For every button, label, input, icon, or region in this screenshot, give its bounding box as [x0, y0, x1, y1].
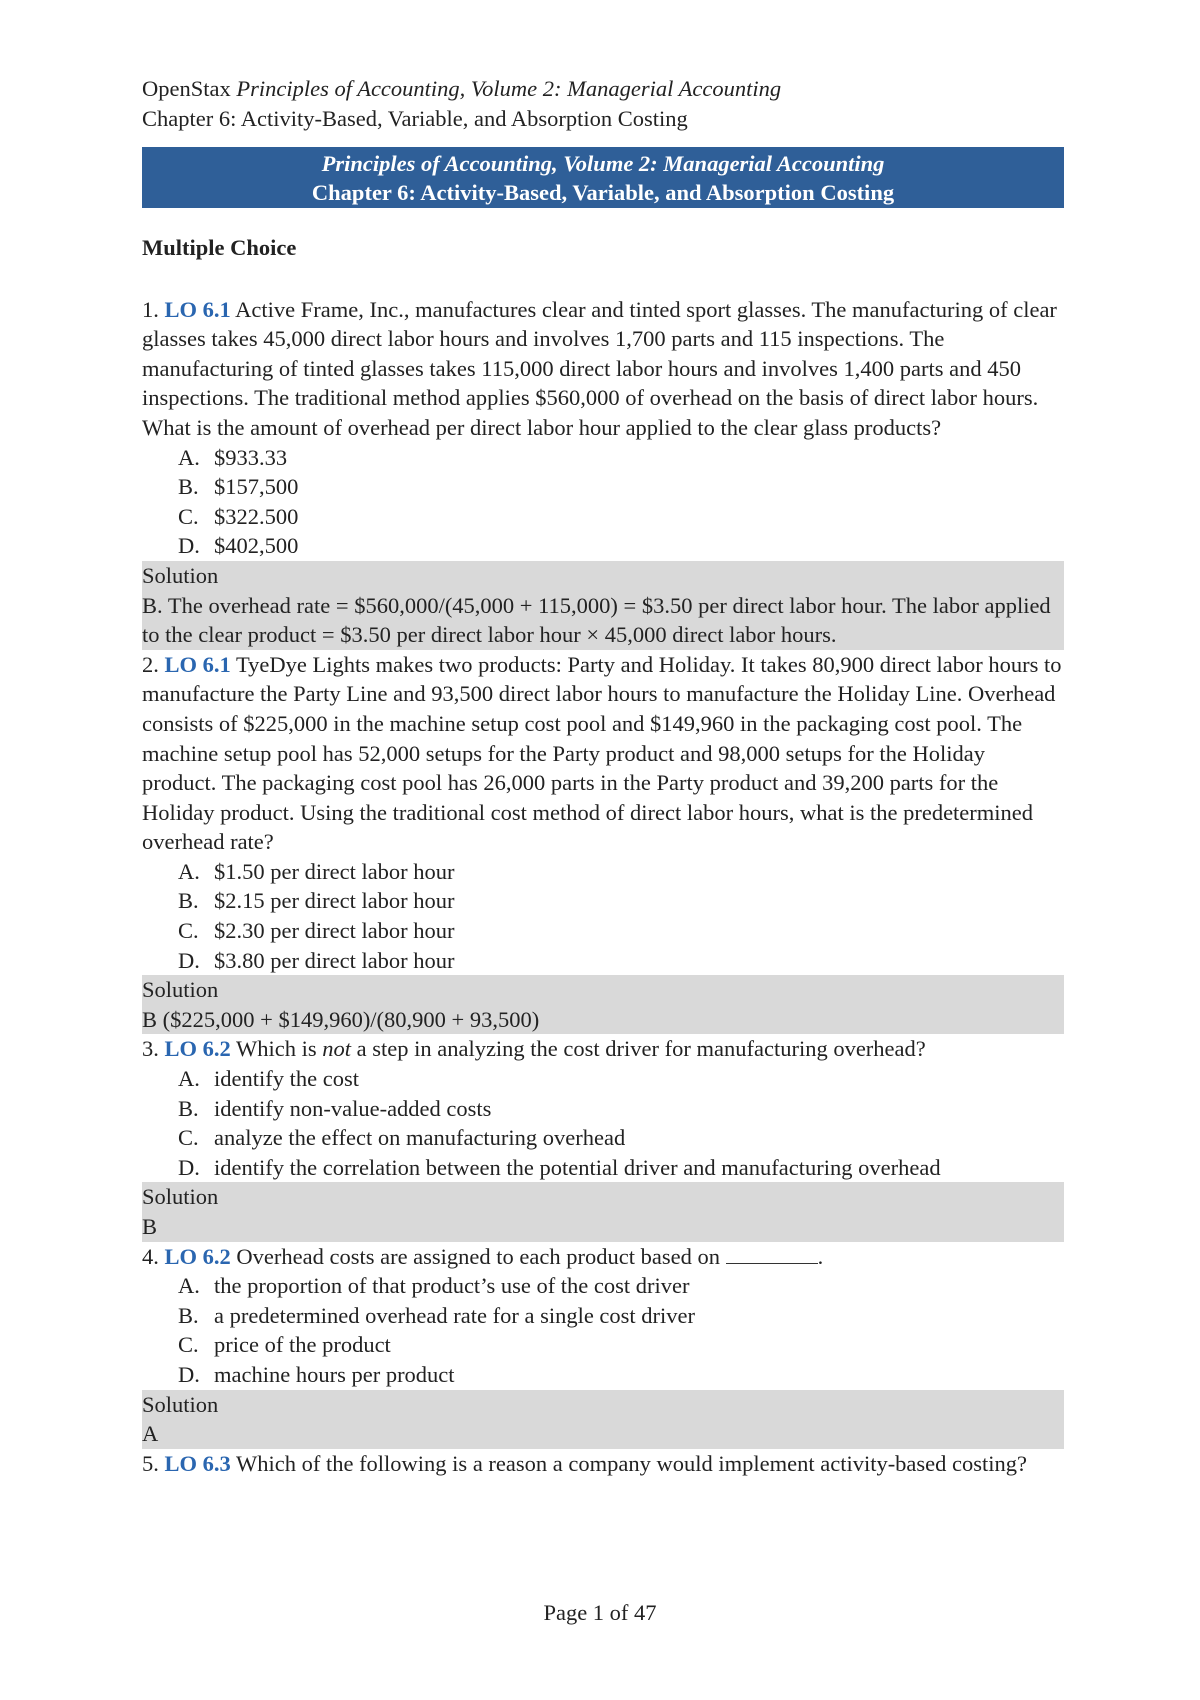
header-book-title: Principles of Accounting, Volume 2: Managerial Accounting: [236, 76, 782, 101]
question-1: [142, 295, 1064, 650]
section-title: Multiple Choice: [142, 235, 297, 260]
choice-c: C. $2.30 per direct labor hour: [178, 918, 455, 944]
choice-b: B. a predetermined overhead rate for a single cost driver: [178, 1302, 696, 1328]
learning-objective-link[interactable]: LO 6.1: [164, 296, 231, 322]
choice-c: C. $322.500: [178, 503, 299, 529]
learning-objective-link[interactable]: LO 6.3: [164, 1450, 231, 1476]
solution-block: [142, 1390, 1064, 1449]
solution-label: Solution: [142, 977, 219, 1003]
choice-a: A. $1.50 per direct labor hour: [178, 858, 455, 884]
running-header: [142, 74, 1064, 134]
solution-block: [142, 561, 1064, 650]
banner-chapter-title: Chapter 6: Activity-Based, Variable, and Absorption Costing: [311, 180, 895, 205]
solution-text: B ($225,000 + $149,960)/(80,900 + 93,500): [142, 1006, 540, 1032]
fill-in-blank: [726, 1245, 818, 1264]
answer-choices: [142, 1271, 1064, 1389]
answer-choices: [142, 443, 1064, 561]
learning-objective-link[interactable]: LO 6.1: [164, 651, 231, 677]
question-text: 1. LO 6.1 Active Frame, Inc., manufactures clear and tinted sport glasses. The manufacturing of clear glasses takes 45,000 direct labor hours and involves 1,700 parts and 115 inspections. The manufacturing of tinted glasses takes 115,000 direct labor hours and involves 1,400 parts and 450 inspections. The traditional method applies $560,000 of overhead on the basis of direct labor hours. What is the amount of overhead per direct labor hour applied to the clear glass products?: [142, 296, 1057, 440]
header-line-1: OpenStax Principles of Accounting, Volume 2: Managerial Accounting: [142, 76, 782, 101]
banner-book-title: Principles of Accounting, Volume 2: Managerial Accounting: [321, 151, 885, 176]
choice-b: B. $157,500: [178, 474, 299, 500]
learning-objective-link[interactable]: LO 6.2: [164, 1036, 231, 1062]
solution-text: B: [142, 1214, 158, 1239]
question-text: 4. LO 6.2 Overhead costs are assigned to each product based on .: [142, 1243, 824, 1269]
solution-label: Solution: [142, 1391, 219, 1417]
answer-choices: [142, 857, 1064, 975]
question-text: 2. LO 6.1 TyeDye Lights makes two products: Party and Holiday. It takes 80,900 direct labor hours to manufacture the Party Line and 93,500 direct labor hours to manufacture the Holiday Line. Overhead consists of $225,000 in the machine setup cost pool and $149,960 in the packaging cost pool. The machine setup pool has 52,000 setups for the Party product and 98,000 setups for the Holiday product. The packaging cost pool has 26,000 parts in the Party product and 39,200 parts for the Holiday product. Using the traditional cost method of direct labor hours, what is the predetermined overhead rate?: [142, 651, 1062, 855]
question-text: 5. LO 6.3 Which of the following is a reason a company would implement activity-based costing?: [142, 1450, 1028, 1476]
question-text: 3. LO 6.2 Which is not a step in analyzing the cost driver for manufacturing overhead?: [142, 1036, 926, 1062]
solution-label: Solution: [142, 562, 219, 588]
choice-d: D. identify the correlation between the potential driver and manufacturing overhead: [178, 1154, 941, 1180]
question-3: [142, 1034, 1064, 1241]
choice-c: C. analyze the effect on manufacturing overhead: [178, 1125, 626, 1151]
solution-block: [142, 975, 1064, 1034]
header-line-2: Chapter 6: Activity-Based, Variable, and Absorption Costing: [142, 106, 688, 131]
title-banner: [142, 147, 1064, 208]
choice-a: A. $933.33: [178, 444, 288, 470]
page-number: Page 1 of 47: [543, 1600, 657, 1625]
choice-a: A. the proportion of that product’s use of the cost driver: [178, 1273, 690, 1299]
solution-text: A: [142, 1421, 159, 1447]
learning-objective-link[interactable]: LO 6.2: [164, 1243, 231, 1269]
question-5: [142, 1449, 1064, 1479]
solution-text: B. The overhead rate = $560,000/(45,000 + 115,000) = $3.50 per direct labor hour. The labor applied to the clear product = $3.50 per direct labor hour × 45,000 direct labor hours.: [142, 592, 1051, 648]
choice-a: A. identify the cost: [178, 1066, 359, 1092]
solution-label: Solution: [142, 1184, 219, 1210]
answer-choices: [142, 1064, 1064, 1182]
question-2: [142, 650, 1064, 1035]
solution-block: [142, 1182, 1064, 1241]
choice-b: B. $2.15 per direct labor hour: [178, 888, 455, 914]
choice-d: D. $402,500: [178, 533, 299, 559]
document-page: [142, 74, 1064, 1478]
question-4: [142, 1242, 1064, 1449]
choice-b: B. identify non-value-added costs: [178, 1095, 492, 1121]
choice-c: C. price of the product: [178, 1332, 391, 1358]
choice-d: D. $3.80 per direct labor hour: [178, 947, 455, 973]
choice-d: D. machine hours per product: [178, 1361, 455, 1387]
